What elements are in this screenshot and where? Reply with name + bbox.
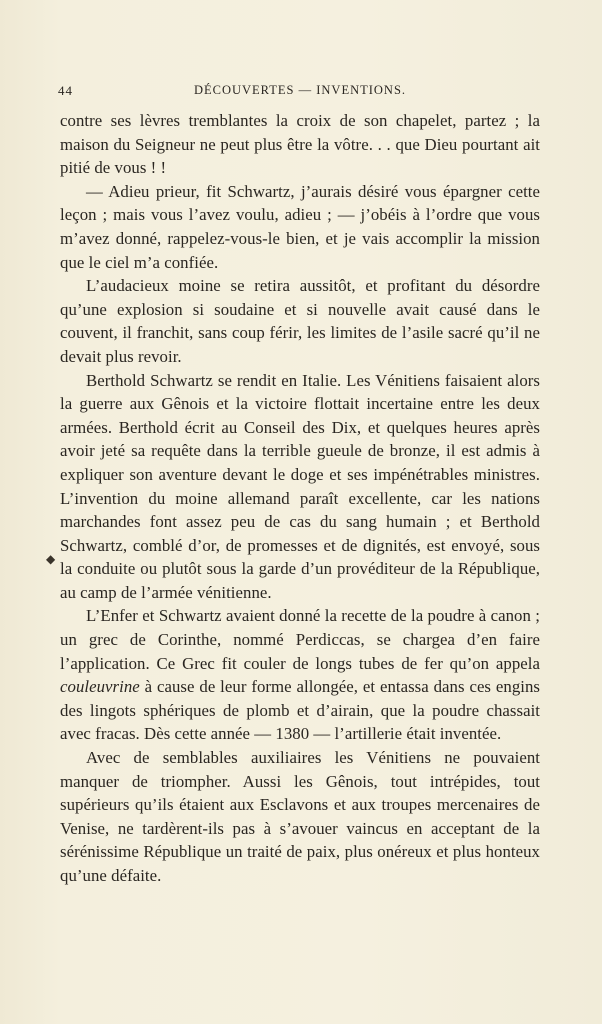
paragraph-poudre-canon-before: L’Enfer et Schwartz avaient donné la recette de la poudre à canon ; un grec de Corinthe, nommé Perdiccas, se chargea d’en faire l’application. Ce Grec fit couler de longs tubes de fer qu’on appela [60,606,540,673]
paragraph-continuation: contre ses lèvres tremblantes la croix de son chapelet, partez ; la maison du Seigneur ne peut plus être la vôtre. . . que Dieu pourtant ait pitié de vous ! ! [60,111,540,178]
italic-term-couleuvrine: couleuvrine [60,677,140,697]
paragraph-italie: Berthold Schwartz se rendit en Italie. Les Vénitiens faisaient alors la guerre aux Gênois et la victoire flottait incertaine entre les deux armées. Berthold écrit au Conseil des Dix, et quelques heures après avoir jeté sa requête dans la terrible gueule de bronze, il est admis à expliquer son aventure devant le doge et ses impénétrables ministres. L’invention du moine allemand paraît excellente, car les nations marchandes font assez peu de cas du sang humain ; et Berthold Schwartz, comblé d’or, de promesses et de dignités, est envoyé, sous la conduite ou plutôt sous la garde d’un provéditeur de la République, au camp de l’armée vénitienne. [60,370,540,602]
paragraph-poudre-canon [60,604,540,746]
paragraph-venitiens-triomphe: Avec de semblables auxiliaires les Vénitiens ne pouvaient manquer de triompher. Aussi les Gênois, tout intrépides, tout supérieurs qu’ils étaient aux Esclavons et aux troupes mercenaires de Venise, ne tardèrent-ils pas à s’avouer vaincus en acceptant de la sérénissime République un traité de paix, plus onéreux et plus honteux qu’une défaite. [60,748,540,885]
paragraph-poudre-canon-after: à cause de leur forme allongée, et entassa dans ces engins des lingots sphériques de plomb et d’airain, que la poudre chassait avec fracas. Dès cette année — 1380 — l’artillerie était inventée. [60,677,540,744]
running-title: DÉCOUVERTES — INVENTIONS. [193,83,407,97]
paragraph-moine-retira: L’audacieux moine se retira aussitôt, et profitant du désordre qu’une explosion si soudaine et si nouvelle avait causé dans le couvent, il franchit, sans coup férir, les limites de l’asile sacré qu’il ne devait plus revoir. [60,276,540,366]
body-text [60,109,540,888]
paragraph-adieu-prieur: — Adieu prieur, fit Schwartz, j’aurais désiré vous épargner cette leçon ; mais vous l’avez voulu, adieu ; — j’obéis à l’ordre que vous m’avez donné, rappelez-vous-le bien, et je vais accomplir la mission que le ciel m’a confiée. [60,181,540,272]
page-number: 44 [58,83,73,98]
margin-mark: ◆ [46,552,56,566]
page-header [58,83,542,103]
